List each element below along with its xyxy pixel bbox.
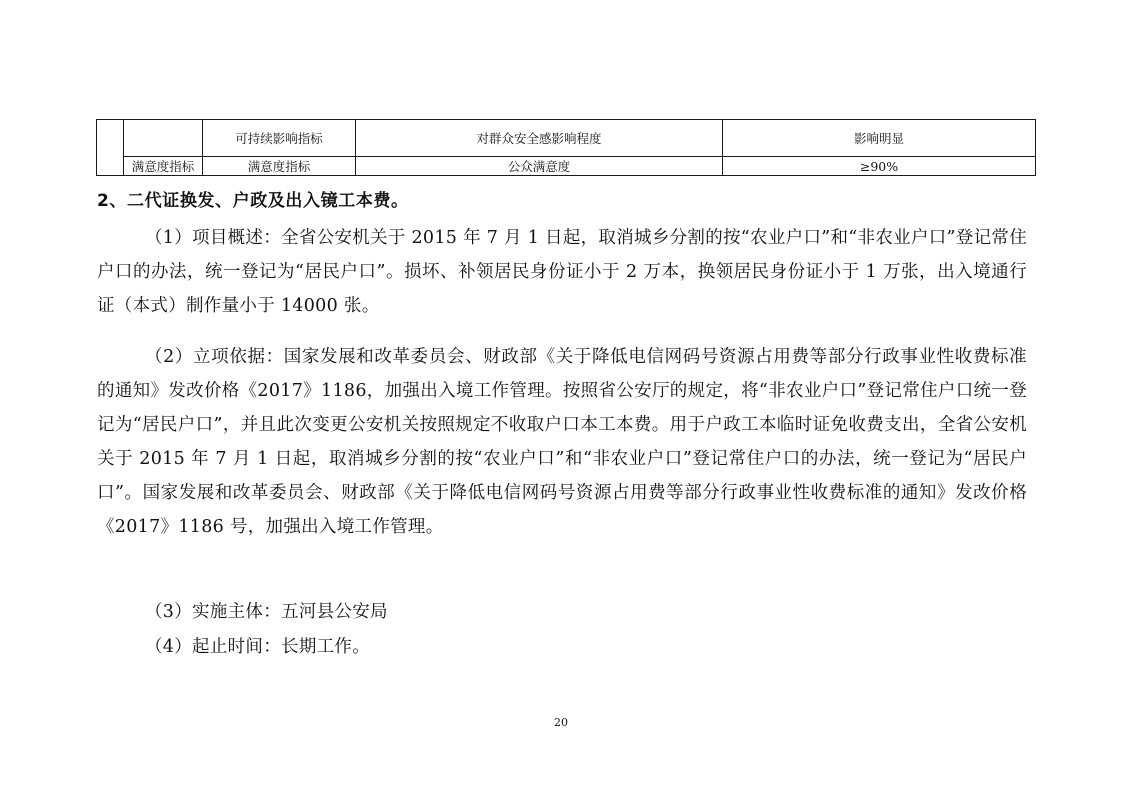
table-cell-target-value: 影响明显: [723, 120, 1036, 157]
table-cell-empty: [97, 120, 124, 176]
table-cell-empty: [124, 120, 203, 157]
table-cell-indicator-type: 可持续影响指标: [203, 120, 356, 157]
table-row: [97, 157, 1036, 176]
table-cell-target-value: ≥90%: [723, 157, 1036, 176]
table-cell-indicator-type: 满意度指标: [203, 157, 356, 176]
paragraph-duration: （4）起止时间：长期工作。: [145, 637, 371, 657]
table-cell-indicator: 公众满意度: [356, 157, 723, 176]
table-cell-category: 满意度指标: [124, 157, 203, 176]
table-cell-indicator: 对群众安全感影响程度: [356, 120, 723, 157]
table-row: [97, 120, 1036, 157]
paragraph-project-overview: （1）项目概述：全省公安机关于 2015 年 7 月 1 日起，取消城乡分割的按“农业户口”和“非农业户口”登记常住户口的办法，统一登记为“居民户口”。损坏、补领居民身份证小于 2 万本，换领居民身份证小于 1 万张，出入境通行证（本式）制作量小于 14000 张。: [97, 228, 1027, 316]
page-number: 20: [554, 716, 568, 729]
performance-indicator-table: [96, 119, 1036, 176]
section-heading: 2、二代证换发、户政及出入镜工本费。: [97, 191, 409, 211]
paragraph-implementing-body: （3）实施主体：五河县公安局: [145, 602, 388, 622]
paragraph-project-basis: （2）立项依据：国家发展和改革委员会、财政部《关于降低电信网码号资源占用费等部分行政事业性收费标准的通知》发改价格《2017》1186，加强出入境工作管理。按照省公安厅的规定，将“非农业户口”登记常住户口统一登记为“居民户口”，并且此次变更公安机关按照规定不收取户口本工本费。用于户政工本临时证免收费支出，全省公安机关于 2015 年 7 月 1 日起，取消城乡分割的按“农业户口”和“非农业户口”登记常住户口的办法，统一登记为“居民户口”。国家发展和改革委员会、财政部《关于降低电信网码号资源占用费等部分行政事业性收费标准的通知》发改价格《2017》1186 号，加强出入境工作管理。: [97, 347, 1027, 537]
